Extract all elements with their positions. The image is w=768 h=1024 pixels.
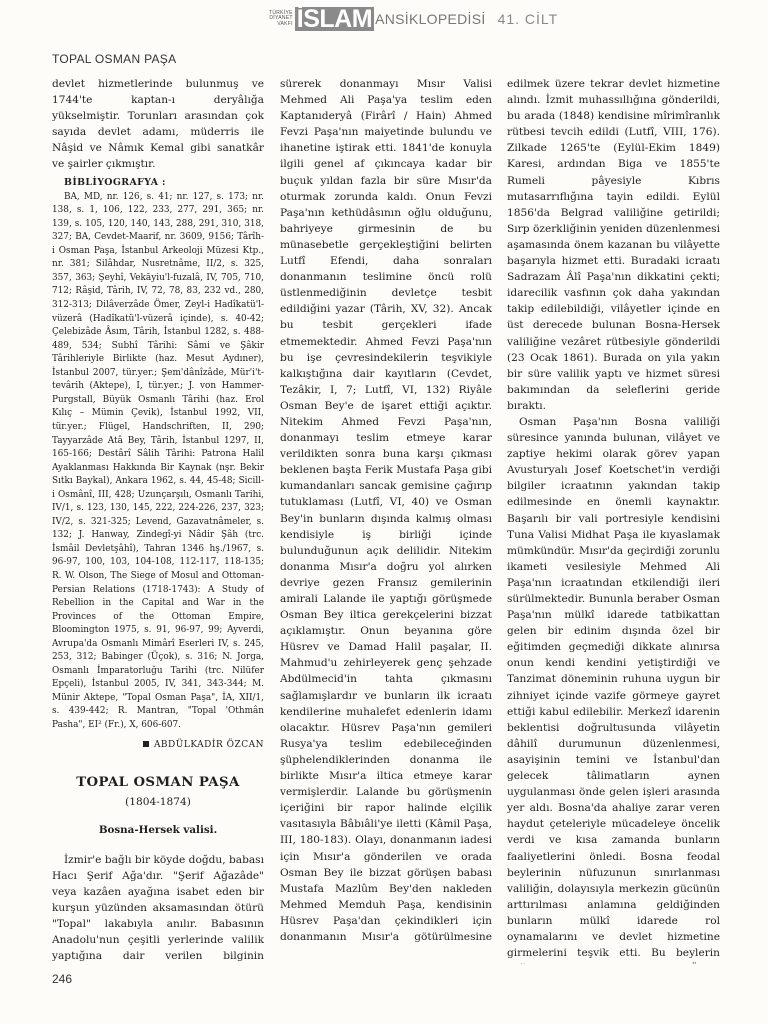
- masthead: [269, 6, 558, 32]
- page-number: 246: [52, 972, 73, 986]
- running-head: TOPAL OSMAN PAŞA: [52, 52, 177, 66]
- paragraph: sürerek donanmayı Mısır Valisi Mehmed Ali Paşa'ya teslim eden Kaptanıderyâ (Firârî / Hain) Ahmed Fevzi Paşa'nın maiyetinde bulundu ve ihanetine iştirak etti. 1841'de konuyla ilgili genel af çıkıncaya kadar bir buçuk yıldan fazla bir süre Mısır'da oturmak zorunda kaldı. Onun Fevzi Paşa'nın kethüdâsının oğlu olduğunu, bahriyeye girmesinin de bu münasebetle gerçekleştiğini belirten Lutfî Efendi, daha sonraları donanmanın teslimine öncü rolü üstlenmediğinin devletçe tesbit edildiğini yazar (Târih, XV, 32). Ancak bu tesbit gerçekleri ifade etmemektedir. Ahmed Fevzi Paşa'nın bu işe çevresindekilerin teşvikiyle kalkıştığına dair kayıtların (Cevdet, Tezâkir, I, 7; Lutfî, VI, 132) Riyâle Osman Bey'e de işaret ettiği açıktır. Nitekim Ahmed Fevzi Paşa'nın, donanmayı teslim etmeye karar verildikten sonra buna karşı çıkması beklenen başta Ferik Mustafa Paşa gibi kumandanları sancak gemisine çağırıp tutuklaması (Lutfî, VI, 40) ve Osman Bey'in bunların dışında kalmış olması kendisiyle iş birliği içinde bulunduğunun açık delilidir. Nitekim donanma Mısır'a doğru yol alırken devriye gezen Fransız gemilerinin amirali Lalande ile yaptığı görüşmede Osman Bey iltica gerekçelerini bizzat açıklamıştır. Onun beyanına göre Hüsrev ve Damad Halil paşalar, II. Mahmud'u zehirleyerek genç şehzade Abdülmecid'in tahta çıkmasını sağlamışlardır ve bunların ilk icraatı kendilerine muhalefet edenlerin idamı olacaktır. Hüsrev Paşa'nın gemileri Rusya'ya teslim edebileceğinden şüphelendiklerinden donanma ile birlikte Mısır'a iltica etmeye karar vermişlerdir. Lalande bu görüşmenin içeriğini bir rapor halinde elçilik vasıtasıyla Bâbıâli'ye iletti (Kâmil Paşa, III, 180-183). Olayı, donanmanın iadesi için Mısır'a gönderilen ve orada Osman Bey ile bizzat görüşen babası Mustafa Mazlûm Bey'den nakleden Mehmed Memduh Paşa, kendisinin Hüsrev Paşa'dan çekindikleri için donanmanın Mısır'a götürülmesine: [280, 78, 492, 943]
- publisher-mark: [269, 11, 293, 28]
- author-signature: ABDÜLKADİR ÖZCAN: [52, 737, 264, 753]
- publisher-line: DİYANET: [269, 15, 293, 22]
- islam-logo: İSLAM: [296, 5, 373, 33]
- article-dates: (1804-1874): [125, 795, 191, 808]
- paragraph: edilmek üzere tekrar devlet hizmetine alındı. İzmit muhassıllığına gönderildi, bu arada (1848) kendisine mîrimîranlık rütbesi tevcih edildi (Lutfî, VIII, 176). Zilkade 1265'te (Eylül-Ekim 1849) Karesi, ardından Biga ve 1855'te Rumeli pâyesiyle Kıbrıs mutasarrıflığına tayin edildi. Eylül 1856'da Belgrad valiliğine getirildi; Sırp özerkliğinin yeniden düzenlenmesi aşamasında önem kazanan bu vilâyette başarıyla hizmet etti. Buradaki icraatı Sadrazam Âlî Paşa'nın dikkatini çekti; idarecilik vasfının çok daha yakından takip edilebildiği, vilâyetler içinde en üst derecede bulunan Bosna-Hersek valiliğine vezâret rütbesiyle gönderildi (23 Ocak 1861). Burada on yıla yakın bir süre valilik yaptı ve hizmet süresi bakımından da seleflerini geride bıraktı.: [507, 78, 720, 412]
- bibliography: BA, MD, nr. 126, s. 41; nr. 127, s. 173; nr. 138, s. 1, 106, 122, 233, 277, 291, 365; nr. 139, s. 105, 120, 140, 143, 288, 291, 310, 318, 327; BA, Cevdet-Maarif, nr. 3609, 9156; Târîh-i Osman Paşa, İstanbul Arkeoloji Müzesi Ktp., nr. 381; Silâhdar, Nusretnâme, II/2, s. 325, 357, 363; Şeyhî, Vekāyiu'l-fuzalâ, IV, 705, 710, 712; Râşid, Târih, IV, 72, 78, 83, 232 vd., 280, 312-313; Dilâverzâde Ömer, Zeyl-i Hadîkatü'l-vüzerâ (Hadîkatü'l-vüzerâ içinde), s. 40-42; Çelebizâde Âsım, Târih, İstanbul 1282, s. 488-489, 534; Subhî Târihi: Sâmi ve Şâkir Târihleriyle Birlikte (haz. Mesut Aydıner), İstanbul 2007, tür.yer.; Şem'dânîzâde, Mür'i't-tevârih (Aktepe), I, tür.yer.; J. von Hammer-Purgstall, Büyük Osmanlı Târihi (haz. Erol Kılıç – Mümin Çevik), İstanbul 1992, VII, tür.yer.; Flügel, Handschriften, II, 290; Tayyarzâde Atâ Bey, Târih, İstanbul 1297, II, 165-166; Destârî Sâlih Târihi: Patrona Halil Ayaklanması Hakkında Bir Kaynak (nşr. Bekir Sıtkı Baykal), Ankara 1962, s. 44, 45-48; Sicill-i Osmânî, III, 428; Uzunçarşılı, Osmanlı Tarihi, IV/1, s. 123, 130, 145, 222, 224-226, 237, 323; IV/2, s. 321-325; Levend, Gazavatnâmeler, s. 132; J. Hanway, Zindegî-yi Nâdir Şâh (trc. İsmâil Devletşâhî), Tahran 1346 hş./1967, s. 96-97, 100, 103, 104-108, 112-117, 118-135; R. W. Olson, The Siege of Mosul and Ottoman-Persian Relations (1718-1743): A Study of Rebellion in the Capital and War in the Provinces of the Ottoman Empire, Bloomington 1975, s. 91, 96-97, 99; Ayverdi, Avrupa'da Osmanlı Mimârî Eserleri IV, s. 245, 253, 312; Babinger (Üçok), s. 316; N. Jorga, Osmanlı İmparatorluğu Tarihi (trc. Nilüfer Epçeli), İstanbul 2005, IV, 341, 343-344; M. Münir Aktepe, "Topal Osman Paşa", İA, XII/1, s. 439-442; R. Mantran, "Topal 'Othmân Pasha", EI² (Fr.), X, 606-607.: [52, 191, 264, 730]
- publisher-line: TÜRKİYE: [269, 9, 293, 16]
- encyclopedia-title: ANSİKLOPEDİSİ: [375, 11, 486, 27]
- bibliography-heading: BİBLİYOGRAFYA :: [64, 176, 166, 188]
- publisher-line: VAKFI: [277, 20, 293, 27]
- article-subject: Bosna-Hersek valisi.: [98, 823, 218, 836]
- paragraph: Osman Paşa'nın Bosna valiliği süresince yanında bulunan, vilâyet ve zaptiye hekimi olarak görev yapan Avusturyalı Josef Koetschet'in verdiği bilgiler icraatının yakından takip edilmesinde en önemli kaynaktır. Başarılı bir vali portresiyle kendisini Tuna Valisi Midhat Paşa ile kıyaslamak mümkündür. Mısır'da geçirdiği zorunlu ikameti vesilesiyle Mehmed Ali Paşa'nın icraatından etkilendiği ileri sürülmektedir. Bununla beraber Osman Paşa'nın mülkî idarede tatbikattan gelen bir edinim dışında özel bir eğitimden geçmediği dikkate alınırsa onun kendi kendini yetiştirdiği ve Tanzimat döneminin ruhuna uygun bir zihniyet içinde vazife görmeye gayret ettiği kabul edilebilir. Merkezî idarenin beklentisi doğrultusunda vilâyetin dâhilî durumunun düzenlenmesi, asayişinin temini ve İstanbul'dan gelecek tâlimatların aynen uygulanması önde gelen işleri arasında yer aldı. Bosna'da ahaliye zarar veren haydut çeteleriyle mücadeleye öncelik verdi ve kısa zamanda bunların faaliyetlerini önledi. Bosna feodal beylerinin nüfuzunun sınırlanması valiliğin, dolayısıyla merkezin gücünün arttırılması anlamına geldiğinden bunların mülkî idarede rol oynamalarını ve devlet hizmetine girmelerini teşvik etti. Bu beylerin: [507, 415, 720, 960]
- volume-label: 41. CİLT: [497, 11, 559, 27]
- paragraph: İzmir'e bağlı bir köyde doğdu, babası Hacı Şerif Ağa'dır. "Şerif Ağazâde" veya kazâen ayağına isabet eden bir kurşun yüzünden aksamasından ötürü "Topal" lakabıyla anılır. Babasının Anadolu'nun çeşitli yerlerinde valilik yaptığına dair verilen bilginin: [52, 853, 264, 963]
- column-3: [507, 76, 720, 964]
- column-1: [52, 76, 264, 964]
- paragraph: devlet hizmetlerinde bulunmuş ve 1744'te kaptan-ı deryâlığa yükselmiştir. Torunları arasından çok sayıda devlet adamı, müderris ile Nâşid ve Nâmık Kemal gibi sanatkâr ve şairler çıkmıştır.: [52, 78, 264, 171]
- article-title: TOPAL OSMAN PAŞA: [76, 774, 240, 790]
- column-2: [280, 76, 492, 946]
